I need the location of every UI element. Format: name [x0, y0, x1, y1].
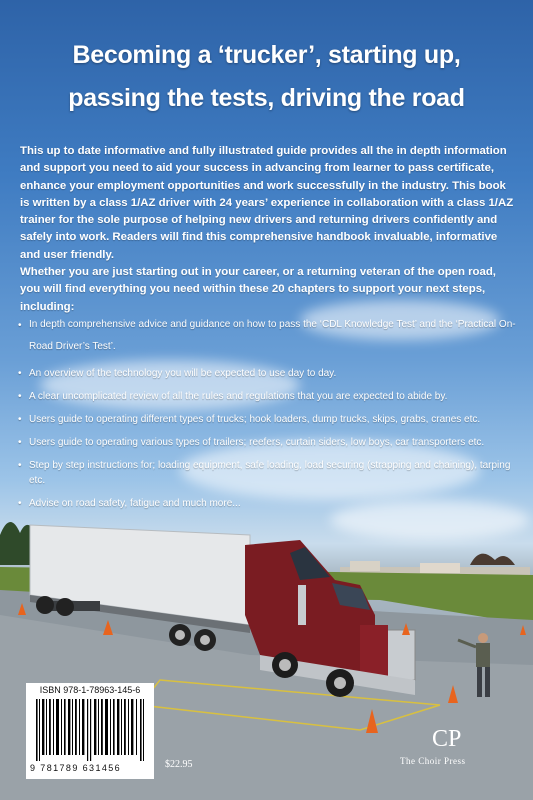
bullet-dot: •	[18, 414, 22, 425]
description	[20, 143, 515, 316]
bullet-dot: •	[18, 391, 22, 402]
bullet-item: • Users guide to operating different types of trucks; hook loaders, dump trucks, skips, grabs, cranes etc.	[18, 414, 481, 425]
bullet-item: • Step by step instructions for; loading equipment, safe loading, load securing (strapping and chaining), tarping etc.	[18, 460, 511, 486]
bullet-list	[18, 318, 519, 519]
description-paragraph-2: Whether you are just starting out in your career, or a returning veteran of the open road, you will find everything you need within these 20 chapters to support your next steps, including:	[20, 266, 496, 313]
bullet-item: • Advise on road safety, fatigue and much more...	[18, 498, 241, 509]
barcode-bars	[36, 699, 146, 761]
bullet-item: • Users guide to operating various types of trailers; reefers, curtain siders, low boys, car transporters etc.	[18, 437, 485, 448]
bullet-dot: •	[18, 437, 22, 448]
barcode-digits: 9 781789 631456	[30, 763, 122, 773]
headline-line-1: Becoming a ‘trucker’, starting up,	[72, 41, 461, 69]
headline	[0, 34, 533, 120]
bullet-dot: •	[18, 320, 22, 331]
barcode	[26, 683, 154, 779]
description-paragraph-1: This up to date informative and fully illustrated guide provides all the in depth information and support you need to aid your success in advancing from learner to pass certificate, enhance your employment opportunities and work successfully in the industry. This book is written by a class 1/AZ driver with 24 years’ experience in collaboration with a class 1/AZ trainer for the sole purpose of helping new drivers and returning drivers confidently and safely into work. Readers will find this comprehensive handbook invaluable, informative and user friendly.	[20, 145, 514, 261]
publisher-name: The Choir Press	[400, 756, 466, 766]
bullet-dot: •	[18, 368, 22, 379]
bullet-dot: •	[18, 460, 22, 471]
publisher-logo: CP	[432, 726, 462, 752]
bullet-dot: •	[18, 498, 22, 509]
bullet-item: • A clear uncomplicated review of all the rules and regulations that you are expected to abide by.	[18, 391, 448, 402]
price: $22.95	[165, 759, 193, 770]
isbn-label: ISBN 978-1-78963-145-6	[39, 685, 141, 695]
bullet-item: • In depth comprehensive advice and guidance on how to pass the ‘CDL Knowledge Test’ and the ‘Practical On-Road Driver’s Test’.	[18, 318, 519, 358]
headline-line-2: passing the tests, driving the road	[68, 84, 465, 112]
bullet-item: • An overview of the technology you will be expected to use day to day.	[18, 368, 337, 379]
